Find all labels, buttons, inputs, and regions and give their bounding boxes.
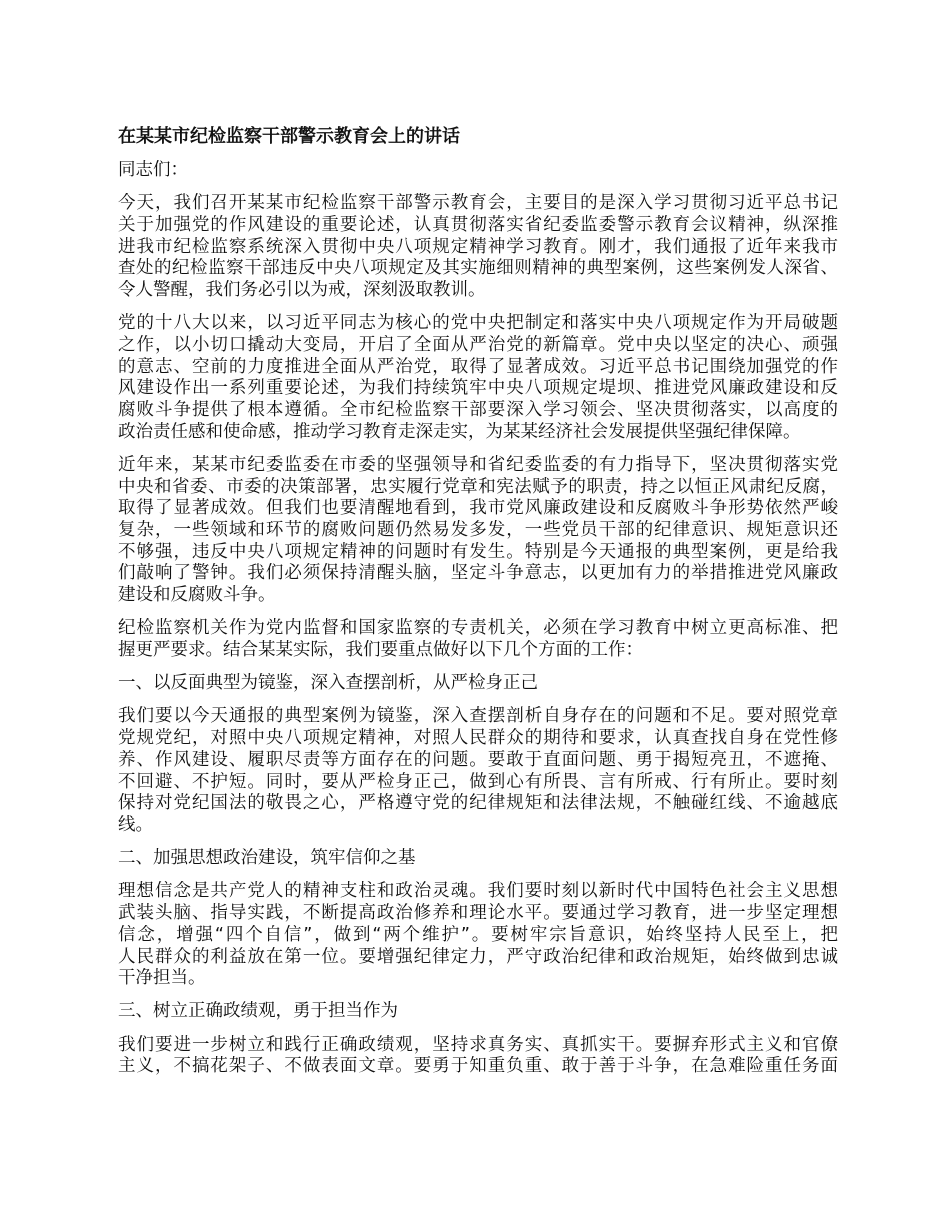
text-line: 取得了显著成效。但我们也要清醒地看到，我市党风廉政建设和反腐败斗争形势依然严峻 [118,498,838,519]
text-line: 近年来，某某市纪委监委在市委的坚强领导和省纪委监委的有力指导下，坚决贯彻落实党 [118,454,838,475]
text-line: 握更严要求。结合某某实际，我们要重点做好以下几个方面的工作： [118,640,643,661]
text-line: 风建设作出一系列重要论述，为我们持续筑牢中央八项规定堤坝、推进党风廉政建设和反 [118,378,838,399]
text-line: 腐败斗争提供了根本遵循。全市纪检监察干部要深入学习领会、坚决贯彻落实，以高度的 [118,400,838,421]
paragraphs [118,193,838,1078]
paragraph [118,706,838,836]
text-line: 关于加强党的作风建设的重要论述，认真贯彻落实省纪委监委警示教育会议精神，纵深推 [118,214,838,235]
paragraph [118,1035,838,1078]
section-heading [118,1001,838,1023]
paragraph [118,618,838,661]
section-heading [118,673,838,695]
paragraph [118,313,838,443]
text-line: 查处的纪检监察干部违反中央八项规定及其实施细则精神的典型案例，这些案例发人深省、 [118,258,838,279]
text-line: 三、树立正确政绩观，勇于担当作为 [118,1001,398,1022]
text-line: 不够强，违反中央八项规定精神的问题时有发生。特别是今天通报的典型案例，更是给我 [118,541,838,562]
text-line: 中央和省委、市委的决策部署，忠实履行党章和宪法赋予的职责，持之以恒正风肃纪反腐， [118,476,838,497]
text-line: 建设和反腐败斗争。 [118,585,276,606]
text-line: 武装头脑、指导实践，不断提高政治修养和理论水平。要通过学习教育，进一步坚定理想 [118,903,838,924]
text-line: 我们要进一步树立和践行正确政绩观，坚持求真务实、真抓实干。要摒弃形式主义和官僚 [118,1034,838,1055]
paragraph [118,881,838,990]
text-line: 们敲响了警钟。我们必须保持清醒头脑，坚定斗争意志，以更加有力的举措推进党风廉政 [118,563,838,584]
text-line: 二、加强思想政治建设，筑牢信仰之基 [118,848,416,869]
text-line: 今天，我们召开某某市纪检监察干部警示教育会，主要目的是深入学习贯彻习近平总书记 [118,193,838,214]
text-line: 党的十八大以来，以习近平同志为核心的党中央把制定和落实中央八项规定作为开局破题 [118,313,838,334]
text-line: 线。 [118,814,153,835]
section-heading [118,848,838,870]
text-line: 政治责任感和使命感，推动学习教育走深走实，为某某经济社会发展提供坚强纪律保障。 [118,421,801,442]
text-line: 复杂，一些领域和环节的腐败问题仍然易发多发，一些党员干部的纪律意识、规矩意识还 [118,520,838,541]
document-body [118,126,838,1090]
text-line: 信念，增强“四个自信”，做到“两个维护”。要树牢宗旨意识，始终坚持人民至上，把 [118,924,838,945]
text-line: 进我市纪检监察系统深入贯彻中央八项规定精神学习教育。刚才，我们通报了近年来我市 [118,236,838,257]
text-line: 纪检监察机关作为党内监督和国家监察的专责机关，必须在学习教育中树立更高标准、把 [118,618,838,639]
text-line: 保持对党纪国法的敬畏之心，严格遵守党的纪律规矩和法律法规，不触碰红线、不逾越底 [118,793,838,814]
text-line: 我们要以今天通报的典型案例为镜鉴，深入查摆剖析自身存在的问题和不足。要对照党章 [118,706,838,727]
text-line: 干净担当。 [118,968,206,989]
paragraph [118,455,838,607]
text-line: 党规党纪，对照中央八项规定精神，对照人民群众的期待和要求，认真查找自身在党性修 [118,728,838,749]
text-line: 之作，以小切口撬动大变局，开启了全面从严治党的新篇章。党中央以坚定的决心、顽强 [118,334,838,355]
document-title: 在某某市纪检监察干部警示教育会上的讲话 [118,126,460,147]
text-line: 理想信念是共产党人的精神支柱和政治灵魂。我们要时刻以新时代中国特色社会主义思想 [118,881,838,902]
text-line: 人民群众的利益放在第一位。要增强纪律定力，严守政治纪律和政治规矩，始终做到忠诚 [118,946,838,967]
paragraph [118,193,838,302]
salutation: 同志们： [118,160,188,180]
text-line: 的意志、空前的力度推进全面从严治党，取得了显著成效。习近平总书记围绕加强党的作 [118,356,838,377]
text-line: 不回避、不护短。同时，要从严检身正己，做到心有所畏、言有所戒、行有所止。要时刻 [118,771,838,792]
text-line: 主义，不搞花架子、不做表面文章。要勇于知重负重、敢于善于斗争，在急难险重任务面 [118,1056,838,1077]
text-line: 一、以反面典型为镜鉴，深入查摆剖析，从严检身正己 [118,673,538,694]
text-line: 令人警醒，我们务必引以为戒，深刻汲取教训。 [118,280,486,301]
text-line: 养、作风建设、履职尽责等方面存在的问题。要敢于直面问题、勇于揭短亮丑，不遮掩、 [118,749,838,770]
